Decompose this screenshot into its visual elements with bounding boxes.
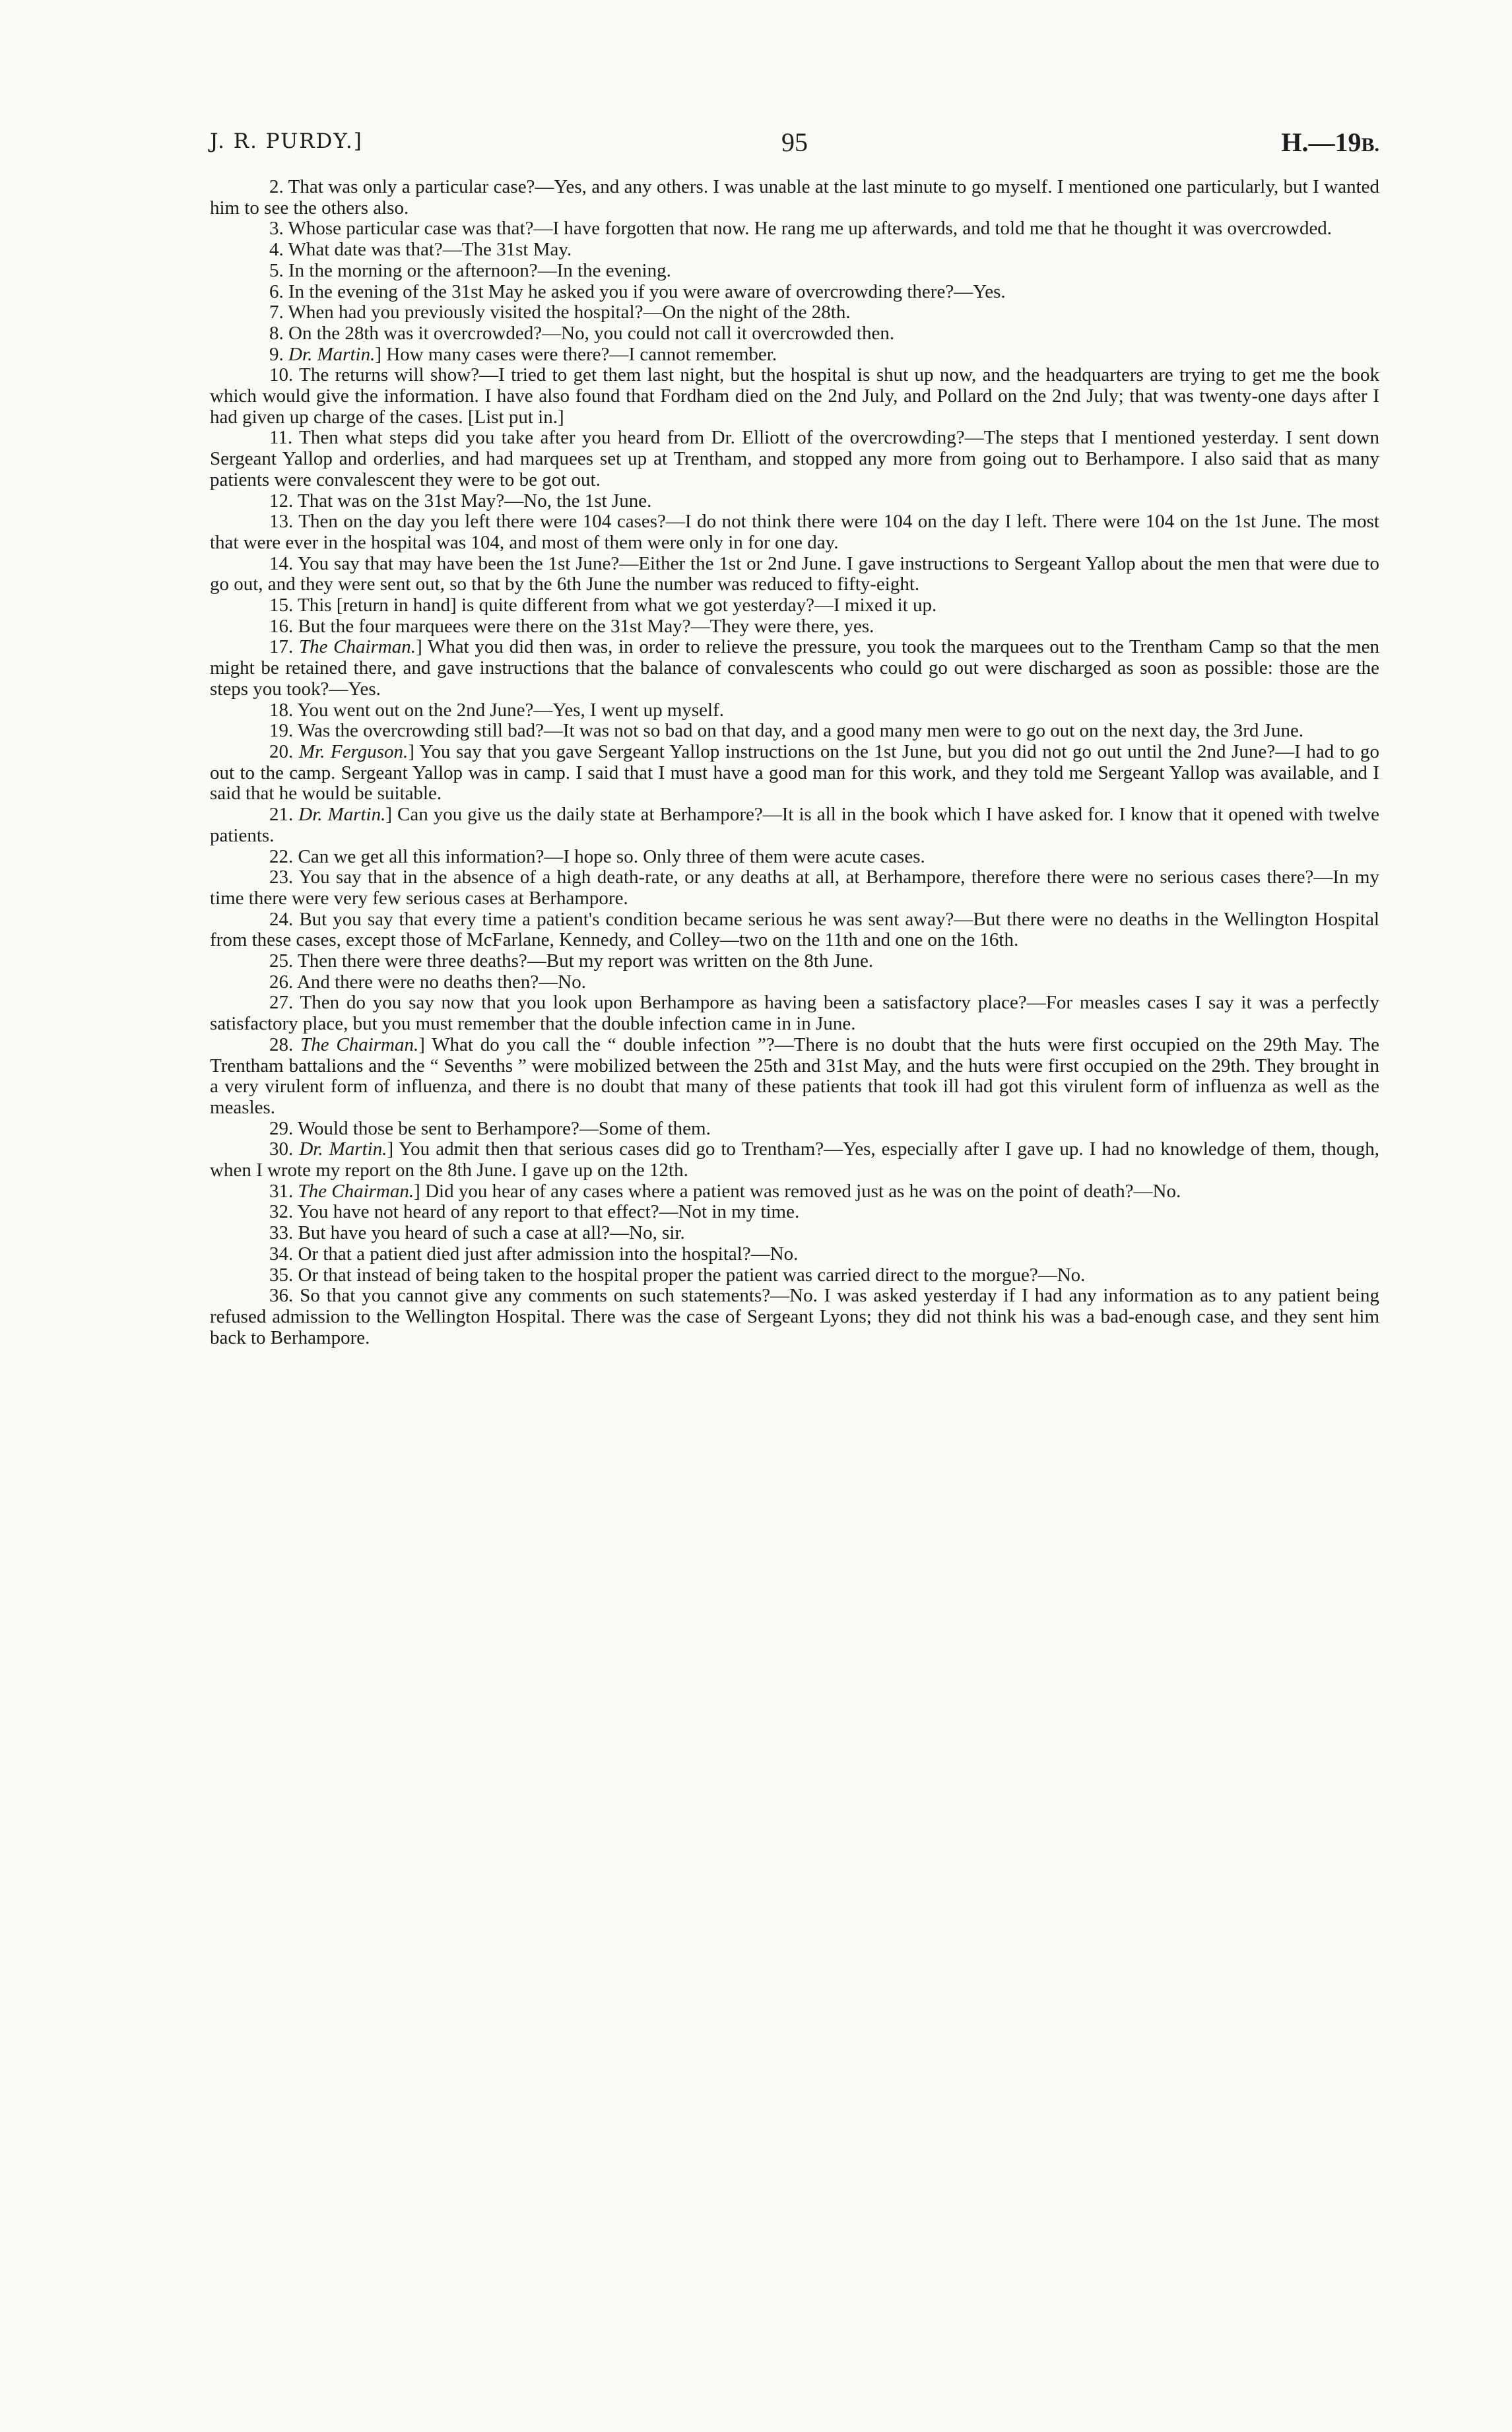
question-answer-text: In the evening of the 31st May he asked you if you were aware of overcrowding there?—Yes.: [288, 280, 1006, 302]
document-reference-sub: B.: [1361, 134, 1379, 156]
question-answer-text: You say that you gave Sergeant Yallop instructions on the 1st June, but you did not go out until the 2nd June?—I had to go out to the camp. Sergeant Yallop was in camp. I said that I must have a good man for this work, and they told me Sergeant Yallop was available, and I said that he would be suitable.: [210, 740, 1380, 805]
transcript-paragraph: [210, 972, 1379, 993]
question-number: 17.: [269, 636, 294, 658]
question-number: 6.: [269, 280, 284, 302]
question-number: 33.: [269, 1222, 294, 1244]
question-number: 5.: [269, 259, 284, 281]
transcript-paragraph: 20. Mr. Ferguson.] You say that you gave Sergeant Yallop instructions on the 1st June, but you did not go out until the 2nd June?—I had to go out to the camp. Sergeant Yallop was in camp. I said that I must have a good man for this work, and they told me Sergeant Yallop was available, and I said that he would be suitable.: [210, 740, 1380, 805]
speaker-name: The Chairman.: [300, 1034, 419, 1055]
question-number: 3.: [269, 218, 284, 240]
question-number: 18.: [269, 699, 294, 721]
question-answer-text: Can we get all this information?—I hope so. Only three of them were acute cases.: [298, 845, 925, 867]
question-answer-text: That was only a particular case?—Yes, and any others. I was unable at the last minute to go myself. I mentioned one particularly, but I wanted him to see the others also.: [210, 176, 1379, 218]
question-number: 2.: [269, 176, 284, 197]
question-answer-text: Then on the day you left there were 104 cases?—I do not think there were 104 on the day I left. There were 104 on the 1st June. The most that were ever in the hospital was 104, and most of them were only in for one day.: [210, 511, 1379, 553]
question-answer-text: Would those be sent to Berhampore?—Some of them.: [297, 1117, 711, 1139]
question-number: 21.: [269, 804, 294, 826]
question-answer-text: You say that in the absence of a high death-rate, or any deaths at all, at Berhampore, therefore there were no serious cases there?—In my time there were very few serious cases at Berhampore.: [210, 867, 1379, 909]
transcript-paragraph: [210, 867, 1379, 909]
speaker-name: The Chairman.: [298, 636, 416, 658]
speaker-name: Dr. Martin.: [288, 343, 376, 365]
transcript-paragraph: [210, 302, 1379, 323]
question-answer-text: You went out on the 2nd June?—Yes, I went up myself.: [297, 699, 725, 721]
transcript-paragraph: [210, 511, 1379, 553]
transcript-paragraph: [210, 721, 1379, 742]
question-number: 19.: [269, 720, 294, 742]
question-answer-text: Or that instead of being taken to the hospital proper the patient was carried direct to the morgue?—No.: [298, 1264, 1086, 1286]
question-number: 36.: [269, 1285, 294, 1307]
question-answer-text: How many cases were there?—I cannot remember.: [386, 343, 777, 365]
page-header: [210, 129, 1379, 158]
transcript-paragraph: [210, 282, 1379, 303]
question-number: 7.: [269, 302, 284, 323]
transcript-paragraph: [210, 1265, 1379, 1286]
transcript-paragraph: 31. The Chairman.] Did you hear of any cases where a patient was removed just as he was on the point of death?—No.: [269, 1180, 1181, 1202]
question-answer-text: Did you hear of any cases where a patient was removed just as he was on the point of death?—No.: [425, 1180, 1181, 1202]
question-number: 30.: [269, 1138, 294, 1160]
transcript-paragraph: [210, 491, 1379, 512]
question-number: 13.: [269, 511, 294, 533]
transcript-paragraph: 28. The Chairman.] What do you call the “ double infection ”?—There is no doubt that the huts were first occupied on the 29th May. The Trentham battalions and the “ Sevenths ” were mobilized between the 25th and 31st May, and the huts were first occupied on the 29th. They brought in a very virulent form of influenza, and there is no doubt that many of these patients that took ill had got this virulent form of influenza as well as the measles.: [210, 1034, 1380, 1118]
question-answer-text: In the morning or the afternoon?—In the evening.: [288, 259, 671, 281]
question-answer-text: When had you previously visited the hospital?—On the night of the 28th.: [288, 302, 851, 323]
question-answer-text: What do you call the “ double infection ”?—There is no doubt that the huts were first occupied on the 29th May. The Trentham battalions and the “ Sevenths ” were mobilized between the 25th and 31st May, and the huts were first occupied on the 29th. They brought in a very virulent form of influenza, and there is no doubt that many of these patients that took ill had got this virulent form of influenza as well as the measles.: [210, 1034, 1380, 1118]
question-answer-text: But have you heard of such a case at all?—No, sir.: [298, 1222, 685, 1244]
question-answer-text: What date was that?—The 31st May.: [288, 239, 572, 261]
transcript-paragraph: [210, 1223, 1379, 1244]
transcript-paragraph: [210, 993, 1379, 1034]
question-answer-text: But the four marquees were there on the 31st May?—They were there, yes.: [298, 615, 874, 637]
question-number: 11.: [269, 427, 293, 449]
transcript-paragraph: [210, 240, 1379, 261]
transcript-paragraph: [210, 177, 1379, 218]
transcript-paragraph: [210, 1244, 1379, 1265]
question-number: 27.: [269, 992, 294, 1014]
question-number: 23.: [269, 867, 294, 888]
transcript-paragraph: 9. Dr. Martin.] How many cases were there?—I cannot remember.: [269, 343, 777, 365]
transcript-paragraph: [210, 218, 1379, 240]
question-number: 31.: [269, 1180, 294, 1202]
question-answer-text: You say that may have been the 1st June?—Either the 1st or 2nd June. I gave instructions to Sergeant Yallop about the men that were due to go out, and they were sent out, so that by the 6th June the number was reduced to fifty-eight.: [210, 552, 1379, 595]
transcript-paragraph: [210, 909, 1379, 951]
transcript-paragraph: [210, 261, 1379, 282]
question-number: 20.: [269, 740, 294, 762]
question-number: 15.: [269, 595, 294, 616]
question-number: 35.: [269, 1264, 294, 1286]
question-number: 28.: [269, 1034, 294, 1055]
transcript-paragraph: [210, 428, 1379, 490]
question-number: 25.: [269, 950, 294, 972]
transcript-paragraph: [210, 554, 1379, 595]
question-answer-text: But you say that every time a patient's condition became serious he was sent away?—But there were no deaths in the Wellington Hospital from these cases, except those of McFarlane, Kennedy, and Colley—two on the 11th and one on the 16th.: [210, 908, 1379, 951]
document-reference-main: H.—19: [1281, 127, 1362, 157]
question-number: 32.: [269, 1201, 294, 1223]
question-number: 9.: [269, 343, 284, 365]
question-number: 8.: [269, 322, 284, 344]
question-answer-text: Was the overcrowding still bad?—It was not so bad on that day, and a good many men were to go out on the next day, the 3rd June.: [297, 720, 1304, 742]
transcript-paragraph: [210, 365, 1379, 428]
transcript-paragraph: [210, 1286, 1379, 1348]
transcript-paragraph: [210, 595, 1379, 616]
question-answer-text: Can you give us the daily state at Berhampore?—It is all in the book which I have asked for. I know that it opened with twelve patients.: [210, 804, 1379, 846]
question-number: 14.: [269, 552, 294, 574]
transcript-paragraph: 21. Dr. Martin.] Can you give us the daily state at Berhampore?—It is all in the book which I have asked for. I know that it opened with twelve patients.: [210, 804, 1379, 846]
question-answer-text: Then do you say now that you look upon Berhampore as having been a satisfactory place?—For measles cases I say it was a perfectly satisfactory place, but you must remember that the double infection came in in June.: [210, 992, 1379, 1035]
question-number: 26.: [269, 971, 294, 993]
transcript-paragraph: 17. The Chairman.] What you did then was, in order to relieve the pressure, you took the marquees out to the Trentham Camp so that the men might be retained there, and gave instructions that the balance of convalescents who could go out were discharged as soon as possible: those are the steps you took?—Yes.: [210, 636, 1379, 700]
transcript-paragraph: [210, 700, 1379, 721]
transcript-paragraph: [210, 616, 1379, 638]
question-answer-text: What you did then was, in order to relieve the pressure, you took the marquees out to the Trentham Camp so that the men might be retained there, and gave instructions that the balance of convalescents who could go out were discharged as soon as possible: those are the steps you took?—Yes.: [210, 636, 1379, 700]
question-answer-text: That was on the 31st May?—No, the 1st June.: [297, 490, 652, 511]
question-answer-text: This [return in hand] is quite different from what we got yesterday?—I mixed it up.: [297, 595, 937, 616]
question-number: 10.: [269, 364, 294, 386]
question-number: 16.: [269, 615, 294, 637]
speaker-name: Dr. Martin.: [298, 804, 386, 826]
transcript-paragraph: [210, 1202, 1379, 1223]
question-answer-text: And there were no deaths then?—No.: [296, 971, 586, 993]
question-answer-text: Then there were three deaths?—But my report was written on the 8th June.: [297, 950, 874, 972]
question-answer-text: Whose particular case was that?—I have forgotten that now. He rang me up afterwards, and told me that he thought it was overcrowded.: [288, 218, 1332, 240]
page-number: 95: [781, 127, 808, 157]
question-answer-text: So that you cannot give any comments on such statements?—No. I was asked yesterday if I had any information as to any patient being refused admission to the Wellington Hospital. There was the case of Sergeant Lyons; they did not think his was a bad-enough case, and they sent him back to Berhampore.: [210, 1285, 1379, 1348]
transcript-paragraph: [210, 1119, 1379, 1140]
question-answer-text: On the 28th was it overcrowded?—No, you could not call it overcrowded then.: [288, 322, 895, 344]
transcript-paragraph: 30. Dr. Martin.] You admit then that serious cases did go to Trentham?—Yes, especially after I gave up. I had no knowledge of them, though, when I wrote my report on the 8th June. I gave up on the 12th.: [210, 1138, 1380, 1181]
question-answer-text: Then what steps did you take after you heard from Dr. Elliott of the overcrowding?—The steps that I mentioned yesterday. I sent down Sergeant Yallop and orderlies, and had marquees set up at Trentham, and stopped any more from going out to Berhampore. I also said that as many patients were convalescent they were to be got out.: [210, 427, 1380, 490]
question-number: 29.: [269, 1117, 294, 1139]
speaker-name: Mr. Ferguson.: [298, 740, 409, 762]
transcript-paragraph: [210, 323, 1379, 345]
question-answer-text: You have not heard of any report to that effect?—Not in my time.: [297, 1201, 800, 1223]
question-number: 24.: [269, 908, 294, 930]
question-number: 12.: [269, 490, 294, 511]
witness-name: J. R. PURDY.]: [210, 129, 363, 153]
question-answer-text: You admit then that serious cases did go to Trentham?—Yes, especially after I gave up. I had no knowledge of them, though, when I wrote my report on the 8th June. I gave up on the 12th.: [210, 1138, 1380, 1181]
transcript-paragraph: [210, 847, 1379, 868]
transcript-paragraph: [210, 951, 1379, 972]
question-answer-text: The returns will show?—I tried to get them last night, but the hospital is shut up now, and the headquarters are trying to get me the book which would give the information. I have also found that Fordham died on the 2nd July, and Pollard on the 2nd July; that was twenty-one days after I had given up charge of the cases. [List put in.]: [210, 364, 1379, 428]
question-number: 22.: [269, 845, 294, 867]
transcript-body: [210, 177, 1379, 1348]
question-number: 34.: [269, 1243, 294, 1265]
speaker-name: Dr. Martin.: [299, 1138, 387, 1160]
document-reference: [1281, 127, 1379, 158]
speaker-name: The Chairman.: [298, 1180, 414, 1202]
question-answer-text: Or that a patient died just after admission into the hospital?—No.: [298, 1243, 799, 1265]
question-number: 4.: [269, 239, 284, 261]
